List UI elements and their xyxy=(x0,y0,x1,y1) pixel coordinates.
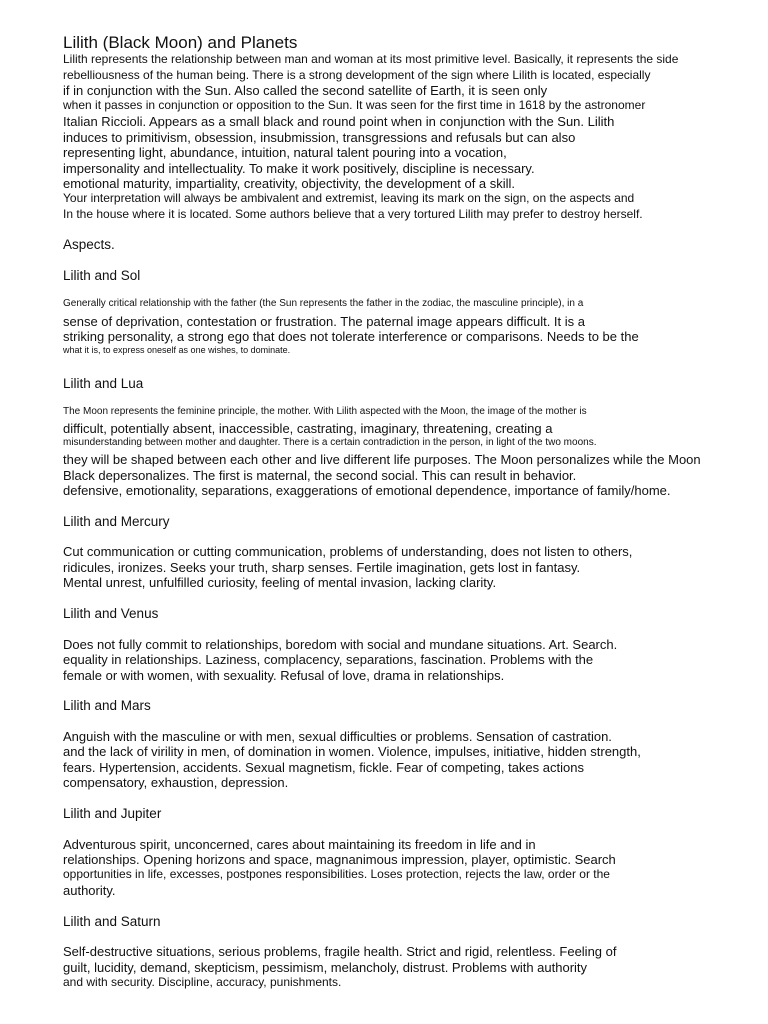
section-line: Adventurous spirit, unconcerned, cares about maintaining its freedom in life and in xyxy=(63,837,536,852)
intro-line: representing light, abundance, intuition, natural talent pouring into a vocation, xyxy=(63,145,507,160)
section-line: and the lack of virility in men, of domination in women. Violence, impulses, initiative, hidden strength, xyxy=(63,744,641,759)
section-line: defensive, emotionality, separations, exaggerations of emotional dependence, importance of family/home. xyxy=(63,483,671,498)
section-heading-sol: Lilith and Sol xyxy=(63,268,141,283)
section-line: equality in relationships. Laziness, complacency, separations, fascination. Problems with the xyxy=(63,652,594,667)
intro-line: when it passes in conjunction or opposition to the Sun. It was seen for the first time in 1618 by the astronomer xyxy=(63,98,646,112)
section-line: Cut communication or cutting communication, problems of understanding, does not listen to others, xyxy=(63,544,633,559)
intro-line: rebelliousness of the human being. There is a strong development of the sign where Lilith is located, especially xyxy=(63,68,651,82)
section-heading-mars: Lilith and Mars xyxy=(63,698,151,713)
page-title: Lilith (Black Moon) and Planets xyxy=(63,33,298,52)
section-line: female or with women, with sexuality. Refusal of love, drama in relationships. xyxy=(63,668,505,683)
section-line: what it is, to express oneself as one wishes, to dominate. xyxy=(63,345,291,355)
intro-line: if in conjunction with the Sun. Also called the second satellite of Earth, it is seen only xyxy=(63,83,548,98)
section-line: opportunities in life, excesses, postpones responsibilities. Loses protection, rejects the law, order or the xyxy=(63,867,610,881)
intro-line: Lilith represents the relationship between man and woman at its most primitive level. Basically, it represents the side xyxy=(63,52,679,66)
section-line: ridicules, ironizes. Seeks your truth, sharp senses. Fertile imagination, gets lost in fantasy. xyxy=(63,560,581,575)
section-line: Mental unrest, unfulfilled curiosity, feeling of mental invasion, lacking clarity. xyxy=(63,575,497,590)
section-heading-saturn: Lilith and Saturn xyxy=(63,914,161,929)
section-line: guilt, lucidity, demand, skepticism, pessimism, melancholy, distrust. Problems with authority xyxy=(63,960,588,975)
section-line: Generally critical relationship with the father (the Sun represents the father in the zodiac, the masculine principle), in a xyxy=(63,298,584,309)
section-line: and with security. Discipline, accuracy, punishments. xyxy=(63,975,342,989)
section-line: Black depersonalizes. The first is maternal, the second social. This can result in behavior. xyxy=(63,468,577,483)
section-heading-venus: Lilith and Venus xyxy=(63,606,159,621)
section-heading-jupiter: Lilith and Jupiter xyxy=(63,806,162,821)
section-line: difficult, potentially absent, inaccessible, castrating, imaginary, threatening, creating a xyxy=(63,421,553,436)
section-line: authority. xyxy=(63,883,116,898)
section-line: The Moon represents the feminine principle, the mother. With Lilith aspected with the Moon, the image of the mother is xyxy=(63,406,587,417)
intro-line: In the house where it is located. Some authors believe that a very tortured Lilith may prefer to destroy herself. xyxy=(63,207,643,221)
aspects-heading: Aspects. xyxy=(63,237,115,252)
section-line: Self-destructive situations, serious problems, fragile health. Strict and rigid, relentless. Feeling of xyxy=(63,944,617,959)
section-heading-lua: Lilith and Lua xyxy=(63,376,144,391)
section-line: relationships. Opening horizons and space, magnanimous impression, player, optimistic. Search xyxy=(63,852,616,867)
intro-line: Your interpretation will always be ambivalent and extremist, leaving its mark on the sign, on the aspects and xyxy=(63,191,635,205)
section-line: Anguish with the masculine or with men, sexual difficulties or problems. Sensation of castration. xyxy=(63,729,612,744)
section-line: Does not fully commit to relationships, boredom with social and mundane situations. Art. Search. xyxy=(63,637,618,652)
section-line: compensatory, exhaustion, depression. xyxy=(63,775,289,790)
intro-line: impersonality and intellectuality. To make it work positively, discipline is necessary. xyxy=(63,161,535,176)
section-line: they will be shaped between each other and live different life purposes. The Moon personalizes while the Moon xyxy=(63,452,701,467)
section-line: misunderstanding between mother and daughter. There is a certain contradiction in the person, in light of the two moons. xyxy=(63,437,597,448)
intro-line: emotional maturity, impartiality, creativity, objectivity, the development of a skill. xyxy=(63,176,516,191)
section-line: fears. Hypertension, accidents. Sexual magnetism, fickle. Fear of competing, takes actions xyxy=(63,760,584,775)
intro-line: induces to primitivism, obsession, insubmission, transgressions and refusals but can also xyxy=(63,130,576,145)
section-line: striking personality, a strong ego that does not tolerate interference or comparisons. Needs to be the xyxy=(63,329,639,344)
intro-line: Italian Riccioli. Appears as a small black and round point when in conjunction with the Sun. Lilith xyxy=(63,114,615,129)
section-line: sense of deprivation, contestation or frustration. The paternal image appears difficult. It is a xyxy=(63,314,585,329)
section-heading-mercury: Lilith and Mercury xyxy=(63,514,170,529)
